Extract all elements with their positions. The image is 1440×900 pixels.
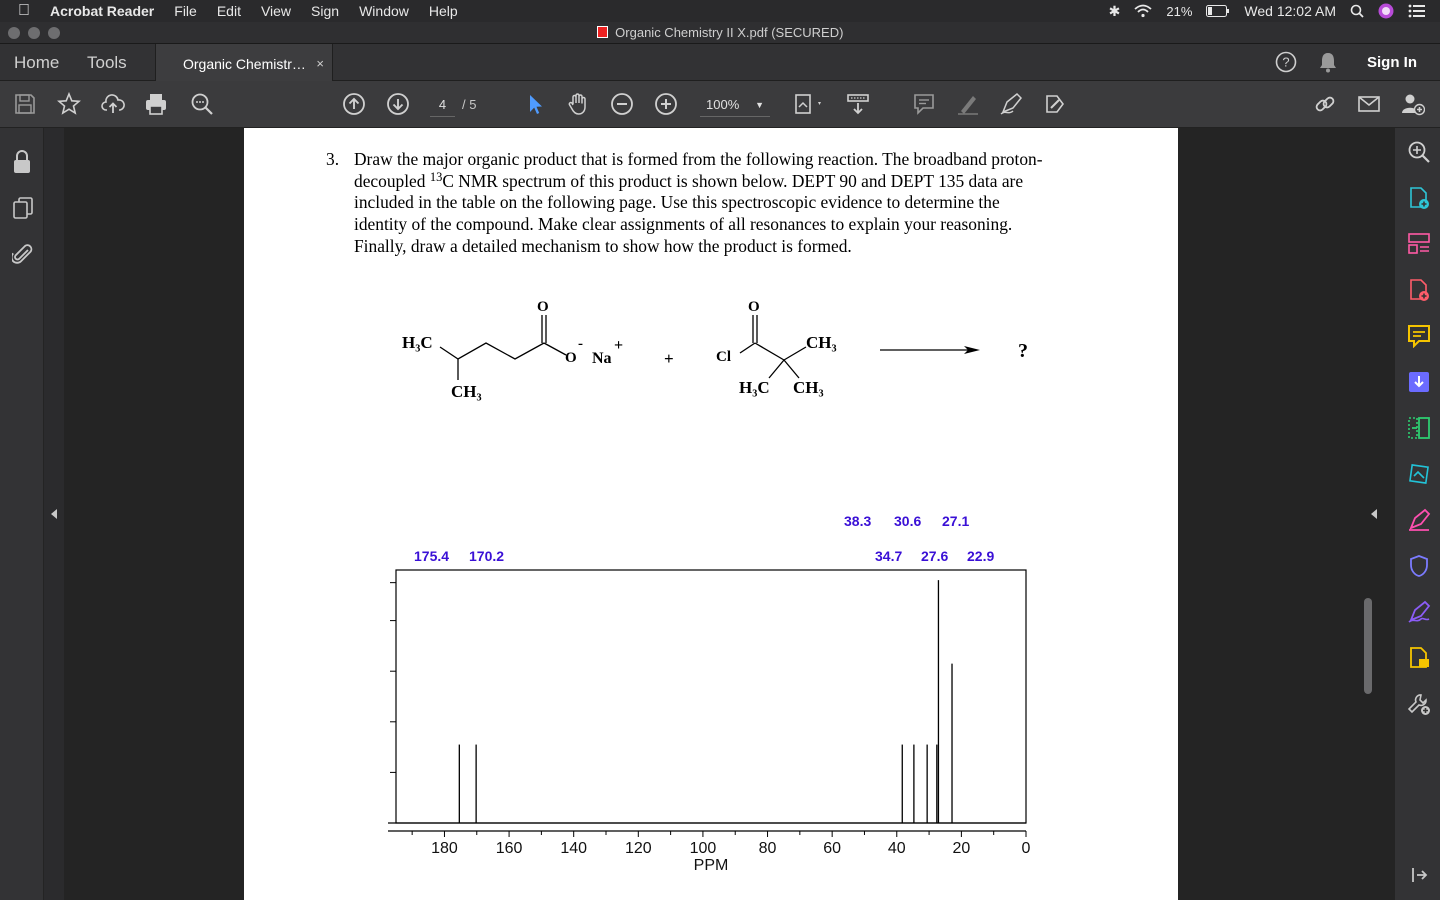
bluetooth-icon[interactable]: ✱ [1108,2,1121,19]
battery-icon[interactable] [1206,5,1230,17]
apple-icon[interactable] [0,0,40,22]
vertical-scrollbar[interactable] [1364,598,1372,694]
comment-icon[interactable] [911,91,937,117]
question-line-1: Draw the major organic product that is formed from the following reaction. The broadband proton- [354,149,1043,169]
nmr-spectrum-chart [244,128,1178,900]
question-line-2: decoupled $^{13}$C NMR spectrum of this product is shown below. DEPT 90 and DEPT 135 data are [354,169,1024,191]
reactant1-carbonyl-o: O [537,299,549,315]
tab-bar [0,44,1440,81]
reactant2-cl-label: Cl [716,349,731,365]
export-pdf-icon[interactable] [1407,370,1431,394]
zoom-level-select[interactable] [700,93,770,117]
highlight-pen-icon[interactable] [955,91,981,117]
left-navigation-rail [0,128,44,900]
x-tick-label: 100 [689,840,717,857]
chevron-down-icon: ▼ [755,100,764,110]
positive-charge: + [614,337,624,354]
peak-shift-label: 30.6 [894,513,922,529]
menu-edit[interactable]: Edit [204,3,229,19]
zoom-window-button[interactable] [48,27,60,39]
x-tick-label: 140 [560,840,588,857]
left-panel-collapsed [44,128,64,900]
share-link-icon[interactable] [1312,91,1338,117]
expand-left-panel-icon[interactable] [50,508,58,520]
wifi-icon[interactable] [1134,4,1152,18]
window-titlebar [0,22,1440,44]
pdf-file-icon [597,26,608,38]
peak-shift-label: 27.6 [921,548,949,564]
x-tick-label: 120 [624,840,652,857]
x-tick-label: 80 [758,840,777,857]
minimize-window-button[interactable] [28,27,40,39]
menu-help[interactable]: Help [416,3,446,19]
plot-frame [396,570,1026,823]
send-for-comments-icon[interactable] [1407,646,1431,670]
bookmark-star-icon[interactable] [56,91,82,117]
x-tick-label: 60 [823,840,842,857]
peak-shift-label: 38.3 [844,513,872,529]
fill-sign-tool-icon[interactable] [1407,508,1431,532]
peak-shift-label: 170.2 [469,548,505,564]
tab-document[interactable] [155,44,333,82]
x-tick-label: 40 [887,840,906,857]
menu-view[interactable]: View [248,3,280,19]
comment-tool-icon[interactable] [1407,324,1431,348]
tab-home[interactable]: Home [14,53,60,72]
sign-in-button[interactable]: Sign In [1367,54,1417,71]
spotlight-search-icon[interactable] [1350,4,1364,18]
peak-shift-label: 22.9 [967,548,995,564]
more-tools-icon[interactable] [1407,692,1431,716]
print-icon[interactable] [143,91,169,117]
collapse-right-panel-icon[interactable] [1411,866,1429,884]
zoom-search-icon[interactable] [1407,140,1431,164]
scan-ocr-icon[interactable] [1407,462,1431,486]
question-line-3: included in the table on the following page. Use this spectroscopic evidence to determine the [354,192,1000,213]
reactant1-ch3-label: CH₃ [451,382,482,401]
menu-sign[interactable]: Sign [299,3,328,19]
reaction-plus-sign: + [664,349,674,368]
scroll-mode-icon[interactable] [845,91,871,117]
pages-thumbnail-icon[interactable] [12,196,34,220]
x-tick-label: 160 [495,840,523,857]
x-tick-label: 0 [1021,840,1031,857]
hand-tool-icon[interactable] [565,91,591,117]
reactant2-ch3-right-label: CH₃ [806,333,837,352]
search-zoom-icon[interactable] [189,91,215,117]
tab-tools[interactable]: Tools [87,53,127,72]
compare-files-icon[interactable] [1407,416,1431,440]
menu-file[interactable]: File [162,3,185,19]
email-icon[interactable] [1356,91,1382,117]
protect-shield-icon[interactable] [1407,554,1431,578]
fill-sign-icon[interactable] [1042,91,1068,117]
svg-text:?: ? [1282,54,1290,70]
question-number: 3. [326,149,340,169]
next-page-icon[interactable] [385,91,411,117]
window-title: Organic Chemistry II X.pdf (SECURED) [615,25,844,40]
mac-menubar [0,0,1440,22]
close-tab-icon[interactable]: × [316,56,324,71]
battery-percent: 21% [1166,3,1193,19]
create-pdf-icon[interactable] [1407,186,1431,210]
negative-charge: - [578,336,583,352]
zoom-level-value: 100% [706,97,740,112]
zoom-in-icon[interactable] [653,91,679,117]
help-icon[interactable] [1275,51,1297,73]
expand-right-panel-icon[interactable] [1370,508,1378,520]
app-menu[interactable]: Acrobat Reader [38,3,143,19]
reactant1-o-minus: O [565,350,577,366]
save-icon[interactable] [12,91,38,117]
x-axis-label: PPM [693,857,729,874]
notification-center-icon[interactable] [1408,4,1426,18]
organize-pages-icon[interactable] [1407,232,1431,256]
x-tick-label: 180 [431,840,458,857]
reactant1-h3c-label: H₃C [402,333,433,352]
edit-pdf-icon[interactable] [1407,278,1431,302]
add-user-icon[interactable] [1400,91,1426,117]
reactant2-h3c-label: H₃C [739,378,770,397]
sodium-label: Na [592,350,612,367]
reactant2-ch3-bottom-label: CH₃ [793,378,824,397]
peak-shift-label: 27.1 [942,513,970,529]
select-cursor-icon[interactable] [522,91,548,117]
upload-cloud-icon[interactable] [100,91,126,117]
clock[interactable]: Wed 12:02 AM [1244,3,1336,19]
notification-bell-icon[interactable] [1318,51,1338,73]
menu-window[interactable]: Window [347,3,397,19]
page-fit-icon[interactable] [792,91,826,117]
question-line-5: Finally, draw a detailed mechanism to show how the product is formed. [354,235,852,256]
pdf-page [244,128,1178,900]
document-tab-label: Organic Chemistr… [183,56,306,72]
page-number-input[interactable]: 4 [430,92,455,117]
request-signature-icon[interactable] [1407,600,1431,624]
peak-shift-label: 34.7 [875,548,903,564]
lock-icon[interactable] [12,150,32,174]
product-question-mark: ? [1018,340,1028,362]
zoom-out-icon[interactable] [609,91,635,117]
page-total: / 5 [462,97,477,112]
x-tick-label: 20 [952,840,971,857]
siri-icon[interactable] [1378,3,1394,19]
draw-freehand-icon[interactable] [998,91,1024,117]
main-toolbar [0,81,1440,128]
attachment-paperclip-icon[interactable] [12,242,34,266]
right-tools-rail [1394,128,1440,900]
reactant2-carbonyl-o: O [748,299,760,315]
previous-page-icon[interactable] [341,91,367,117]
question-line-4: identity of the compound. Make clear assignments of all resonances to explain your reasoning. [354,214,1013,235]
close-window-button[interactable] [8,27,20,39]
peak-shift-label: 175.4 [414,548,450,564]
